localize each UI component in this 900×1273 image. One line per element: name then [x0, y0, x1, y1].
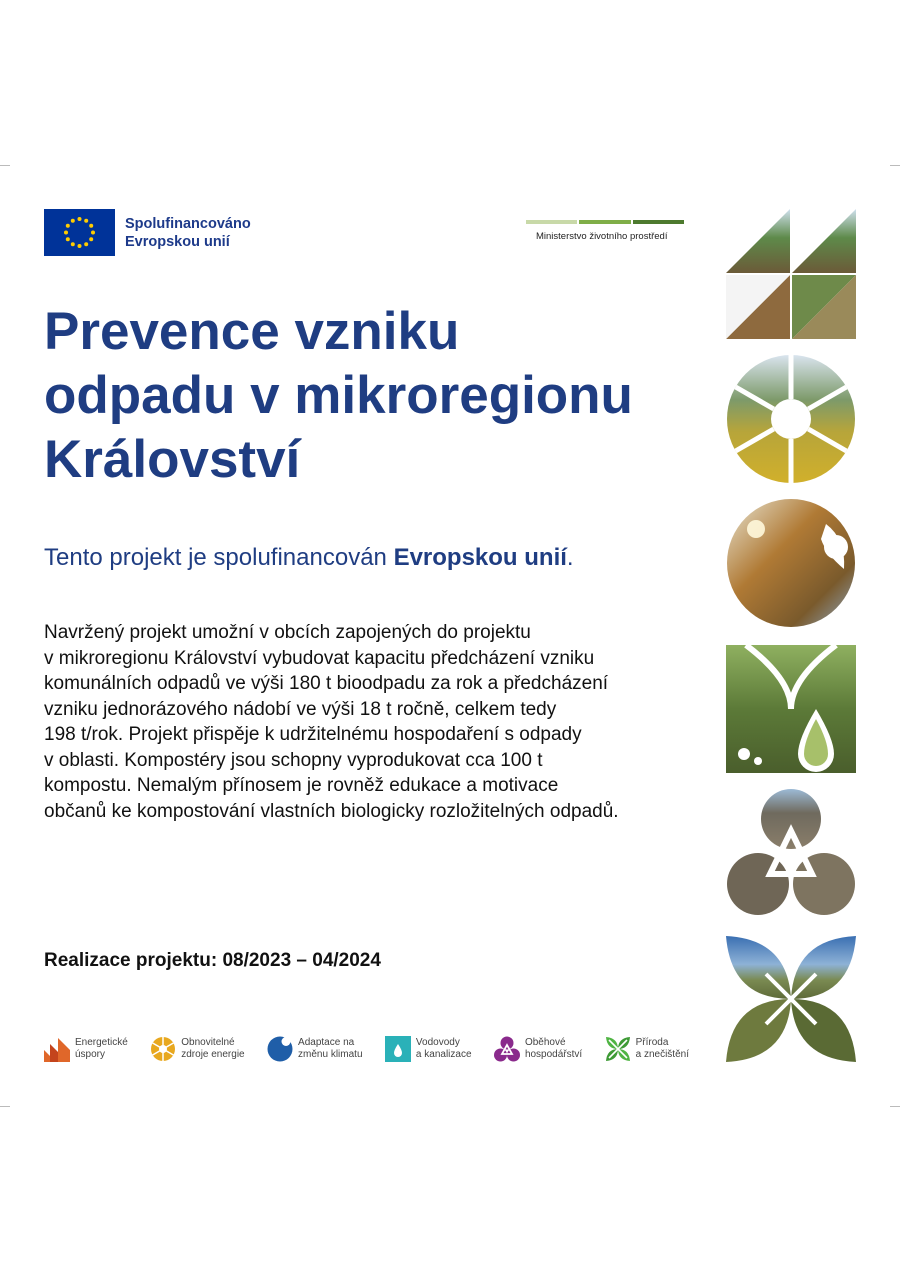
description-line: v mikroregionu Království vybudovat kapacitu předcházení vzniku — [44, 647, 595, 669]
theme-renewable — [150, 1036, 244, 1062]
title-line3: Království — [44, 430, 301, 489]
mosaic-triangles — [726, 209, 856, 339]
water-icon — [385, 1036, 411, 1062]
theme-water — [385, 1036, 472, 1062]
description-line: 198 t/rok. Projekt přispěje k udržitelnému hospodaření s odpady — [44, 724, 582, 745]
eu-flag-icon — [44, 209, 115, 256]
subtitle — [44, 544, 574, 572]
subtitle-suffix: . — [566, 544, 574, 571]
project-timeline: Realizace projektu: 08/2023 – 04/2024 — [44, 950, 381, 971]
crop-mark — [890, 1106, 900, 1107]
theme-energy — [44, 1036, 128, 1062]
ministry-name: Ministerstvo životního prostředí — [536, 231, 668, 242]
theme-label-line1: Příroda — [635, 1037, 669, 1048]
theme-circular — [494, 1036, 582, 1062]
theme-label-line1: Energetické — [75, 1037, 128, 1048]
climate-adaptation-icon — [267, 1036, 293, 1062]
subtitle-prefix: Tento projekt je spolufinancován — [44, 544, 394, 571]
ministry-bar-light — [526, 220, 577, 224]
theme-label-line1: Oběhové — [524, 1037, 566, 1048]
mosaic-autumn-circle — [727, 499, 855, 627]
description-line: komunálních odpadů ve výši 180 t bioodpadu za rok a předcházení — [44, 673, 609, 694]
crop-mark — [0, 1106, 10, 1107]
ministry-bar-mid — [579, 220, 630, 224]
ministry-bars — [526, 220, 684, 224]
description-line: kompostu. Nemalým přínosem je rovněž edukace a motivace — [44, 775, 559, 796]
crop-mark — [0, 165, 10, 166]
energy-savings-icon — [44, 1036, 70, 1062]
renewable-energy-icon — [150, 1036, 176, 1062]
circular-economy-icon — [494, 1036, 520, 1062]
theme-adaptation — [267, 1036, 362, 1062]
theme-icons-row — [44, 1036, 689, 1062]
theme-label-line2: úspory — [75, 1049, 106, 1060]
page-title — [44, 300, 704, 492]
theme-label-line2: a znečištění — [635, 1049, 689, 1060]
title-line1: Prevence vzniku — [44, 302, 460, 361]
description-line: v oblasti. Kompostéry jsou schopny vyprodukovat cca 100 t — [44, 749, 543, 771]
theme-label-line1: Obnovitelné — [181, 1037, 235, 1048]
theme-label-line2: a kanalizace — [415, 1049, 472, 1060]
title-line2: odpadu v mikroregionu — [44, 366, 633, 425]
theme-label-line1: Vodovody — [415, 1037, 460, 1048]
description-line: Navržený projekt umožní v obcích zapojených do projektu — [44, 622, 531, 643]
eu-cofinanced-logo — [44, 209, 251, 256]
ministry-logo — [526, 220, 684, 242]
mosaic-meadow-drop — [726, 645, 856, 773]
description-line: vzniku jednorázového nádobí ve výši 18 t ročně, celkem tedy — [44, 698, 557, 720]
theme-label-line2: změnu klimatu — [298, 1049, 363, 1060]
mosaic-three-circles — [727, 789, 855, 915]
description-line: občanů ke kompostování vlastních biologicky rozložitelných odpadů. — [44, 800, 619, 822]
nature-icon — [605, 1036, 631, 1062]
theme-label-line2: zdroje energie — [181, 1049, 245, 1060]
theme-nature — [605, 1036, 689, 1062]
theme-label-line2: hospodářství — [524, 1049, 583, 1060]
eu-text-line2: Evropskou unií — [125, 233, 230, 250]
mosaic-leaves — [726, 936, 856, 1062]
eu-text-line1: Spolufinancováno — [125, 215, 251, 232]
subtitle-bold: Evropskou unií — [393, 544, 567, 571]
project-description — [44, 620, 694, 824]
crop-mark — [890, 165, 900, 166]
mosaic-sun-circle — [727, 355, 855, 483]
decorative-photo-mosaic — [726, 209, 856, 1064]
theme-label-line1: Adaptace na — [298, 1037, 355, 1048]
ministry-bar-dark — [633, 220, 684, 224]
eu-text — [125, 215, 251, 251]
